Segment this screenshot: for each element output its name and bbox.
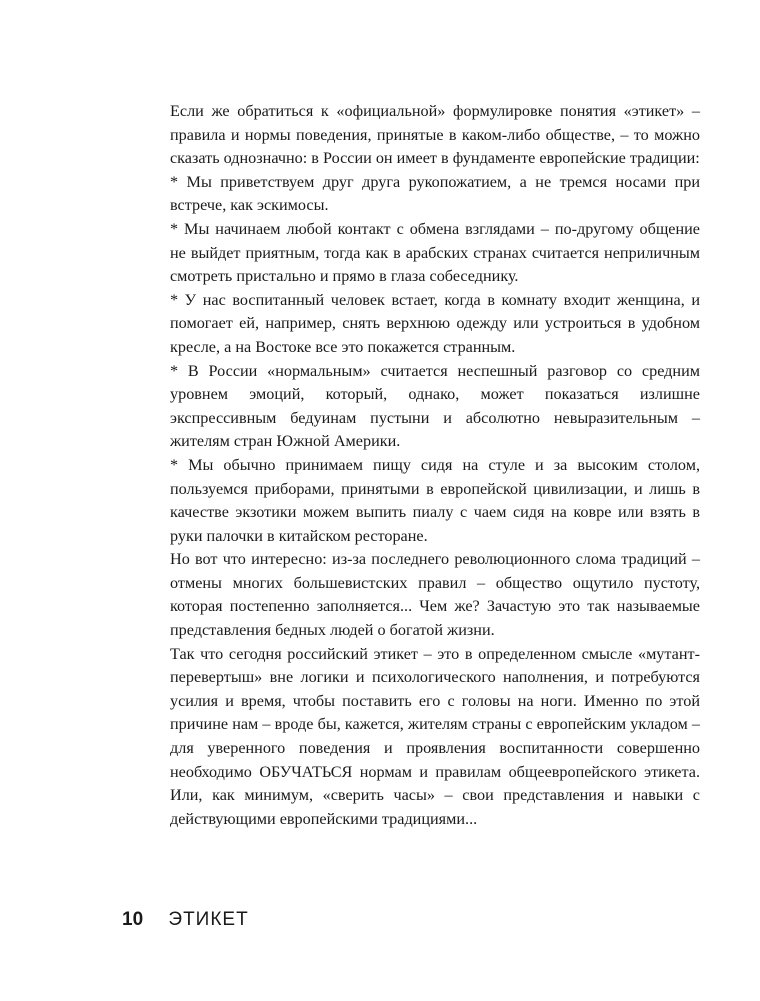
page-footer [122, 908, 249, 932]
list-item-eye-contact: * Мы начинаем любой контакт с обмена взглядами – по-другому общение не выйдет приятным, тогда как в арабских странах считается неприличным смотреть пристально и прямо в глаза собеседнику. [170, 219, 700, 286]
page-body [170, 100, 700, 831]
paragraph-conclusion: Так что сегодня российский этикет – это в определенном смысле «мутант-перевертыш» вне логики и психологического наполнения, и потребуются усилия и время, чтобы поставить его с головы на ноги. Именно по этой причине нам – вроде бы, кажется, жителям страны с европейским укладом – для уверенного поведения и проявления воспитанности совершенно необходимо ОБУЧАТЬСЯ нормам и правилам общеевропейского этикета. Или, как минимум, «сверить часы» – свои представления и навыки с действующими европейскими традициями... [170, 644, 700, 828]
list-item-standing-up: * У нас воспитанный человек встает, когда в комнату входит женщина, и помогает ей, например, снять верхнюю одежду или устроиться в удобном кресле, а на Востоке все это покажется странным. [170, 290, 700, 356]
list-item-dining: * Мы обычно принимаем пищу сидя на стуле и за высоким столом, пользуемся приборами, принятыми в европейской цивилизации, и лишь в качестве экзотики можем выпить пиалу с чаем сидя на ковре или взять в руки палочки в китайском ресторане. [170, 455, 700, 545]
list-item-handshake: * Мы приветствуем друг друга рукопожатием, а не тремся носами при встрече, как эскимосы. [170, 172, 700, 215]
page-number: 10 [122, 909, 144, 930]
paragraph-intro: Если же обратиться к «официальной» формулировке понятия «этикет» – правила и нормы поведения, принятые в каком-либо обществе, – то можно сказать однозначно: в России он имеет в фундаменте европейские традиции: [170, 102, 700, 168]
running-title: ЭТИКЕТ [168, 909, 249, 930]
paragraph-interesting: Но вот что интересно: из-за последнего революционного слома традиций – отмены многих большевистских правил – общество ощутило пустоту, которая постепенно заполняется... Чем же? Зачастую это так называемые представления бедных людей о богатой жизни. [170, 550, 700, 640]
list-item-conversation: * В России «нормальным» считается неспешный разговор со средним уровнем эмоций, который, однако, может показаться излишне экспрессивным бедуинам пустыни и абсолютно невыразительным – жителям стран Южной Америки. [170, 361, 700, 451]
